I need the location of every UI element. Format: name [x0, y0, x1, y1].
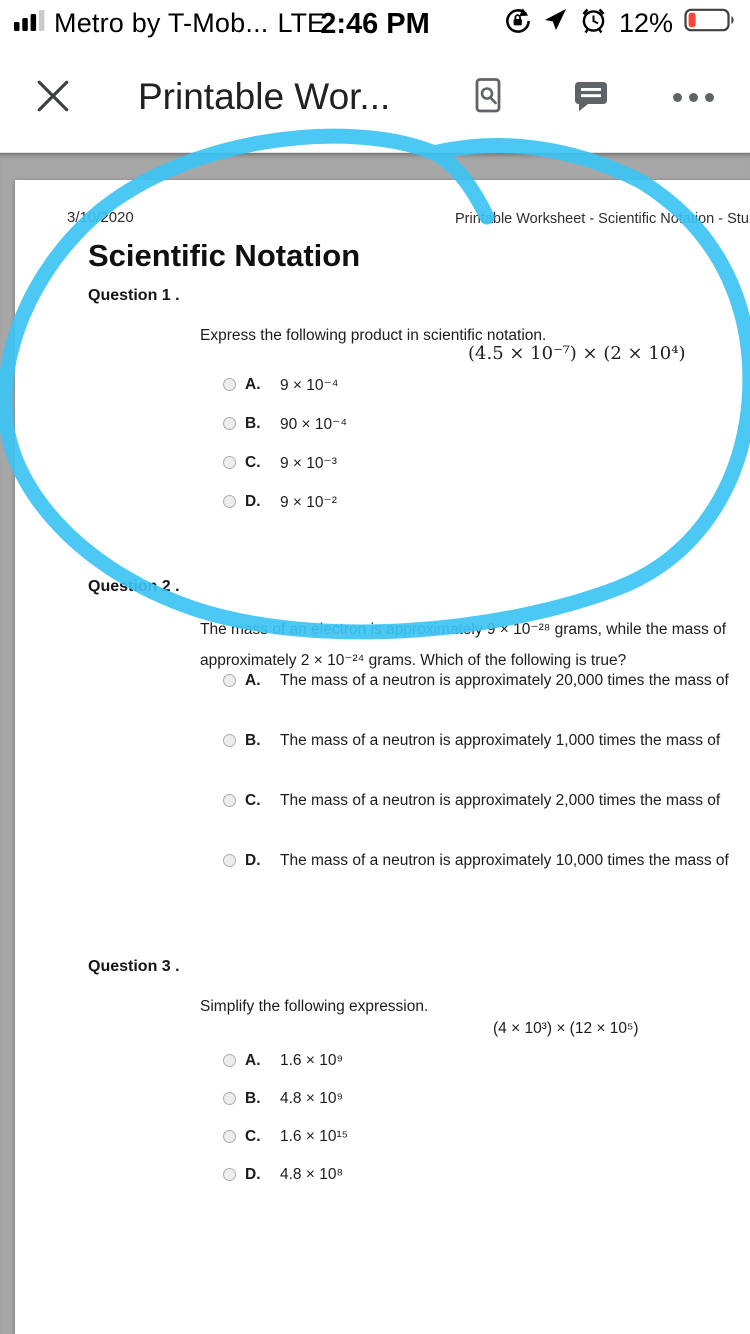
answer-option: [223, 1166, 348, 1184]
radio-button[interactable]: [223, 417, 236, 430]
radio-button[interactable]: [223, 734, 236, 747]
cellular-signal-icon: [14, 8, 45, 39]
question-3-options: [223, 1052, 348, 1204]
worksheet-header-right: Printable Worksheet - Scientific Notation - Stu: [455, 211, 749, 227]
comment-icon: [570, 77, 611, 118]
radio-button[interactable]: [223, 1168, 236, 1181]
option-text: 1.6 × 10⁹: [280, 1052, 344, 1069]
option-letter: B.: [245, 415, 261, 432]
answer-option: [223, 852, 729, 870]
question-1-prompt: Express the following product in scientific notation.: [200, 327, 547, 344]
question-2-label: Question 2 .: [88, 578, 180, 595]
option-text: The mass of a neutron is approximately 10,000 times the mass of: [280, 852, 729, 869]
radio-button[interactable]: [223, 1054, 236, 1067]
question-3-prompt: Simplify the following expression.: [200, 998, 429, 1015]
option-text: 4.8 × 10⁹: [280, 1090, 344, 1107]
document-viewer[interactable]: [0, 153, 750, 1334]
comments-button[interactable]: [570, 77, 611, 118]
question-2-prompt-line-2: approximately 2 × 10⁻²⁴ grams. Which of the following is true?: [200, 652, 627, 669]
option-text: 4.8 × 10⁸: [280, 1166, 343, 1183]
option-letter: C.: [245, 792, 261, 809]
question-1-label: Question 1 .: [88, 287, 180, 304]
find-in-document-icon: [468, 75, 508, 120]
option-letter: A.: [245, 1052, 261, 1069]
question-3-label: Question 3 .: [88, 958, 180, 975]
option-text: The mass of a neutron is approximately 20,000 times the mass of: [280, 672, 729, 689]
radio-button[interactable]: [223, 456, 236, 469]
answer-option: [223, 732, 729, 750]
option-letter: A.: [245, 672, 261, 689]
clock-label: 2:46 PM: [320, 8, 430, 40]
option-text: The mass of a neutron is approximately 2,000 times the mass of: [280, 792, 721, 809]
option-letter: D.: [245, 852, 261, 869]
option-text: 9 × 10⁻³: [280, 455, 337, 472]
option-letter: D.: [245, 493, 261, 510]
question-3-expression: (4 × 10³) × (12 × 10⁵): [493, 1020, 639, 1037]
radio-button[interactable]: [223, 794, 236, 807]
status-bar: [0, 0, 750, 42]
find-in-document-button[interactable]: [468, 75, 508, 120]
option-letter: B.: [245, 1090, 261, 1107]
close-button[interactable]: [34, 77, 72, 118]
option-letter: D.: [245, 1166, 261, 1183]
more-options-icon: [673, 87, 714, 108]
document-title: Printable Wor...: [138, 76, 391, 117]
radio-button[interactable]: [223, 1130, 236, 1143]
rotation-lock-icon: [503, 6, 532, 41]
carrier-label: Metro by T-Mob...: [54, 7, 269, 38]
answer-option: [223, 1052, 348, 1070]
network-type-label: LTE: [277, 7, 325, 38]
viewer-toolbar: [0, 42, 750, 153]
toolbar-actions: [468, 75, 714, 120]
answer-option: [223, 415, 347, 434]
battery-icon: [684, 8, 736, 39]
battery-percent-label: 12%: [618, 7, 673, 38]
answer-option: [223, 1090, 348, 1108]
answer-option: [223, 1128, 348, 1146]
answer-option: [223, 672, 729, 690]
option-text: The mass of a neutron is approximately 1,000 times the mass of: [280, 732, 721, 749]
radio-button[interactable]: [223, 495, 236, 508]
question-1-options: [223, 376, 347, 532]
worksheet-page: [15, 180, 750, 1334]
question-2-prompt-line-1: The mass of an electron is approximately 9 × 10⁻²⁸ grams, while the mass of: [200, 621, 727, 638]
question-1-expression: (4.5 × 10⁻⁷) × (2 × 10⁴): [468, 343, 686, 364]
option-text: 9 × 10⁻²: [280, 494, 337, 511]
worksheet-date: 3/10/2020: [67, 209, 134, 226]
option-letter: C.: [245, 1128, 261, 1145]
status-bar-right: [503, 6, 736, 41]
location-arrow-icon: [543, 7, 568, 39]
option-text: 90 × 10⁻⁴: [280, 416, 347, 433]
radio-button[interactable]: [223, 378, 236, 391]
radio-button[interactable]: [223, 854, 236, 867]
close-icon: [34, 77, 72, 118]
more-options-button[interactable]: [673, 87, 714, 108]
answer-option: [223, 376, 347, 395]
status-bar-left: [14, 8, 325, 39]
option-letter: A.: [245, 376, 261, 393]
worksheet-title: Scientific Notation: [88, 238, 361, 273]
answer-option: [223, 493, 347, 512]
question-2-options: [223, 672, 729, 912]
option-text: 1.6 × 10¹⁵: [280, 1128, 349, 1145]
option-letter: B.: [245, 732, 261, 749]
option-text: 9 × 10⁻⁴: [280, 377, 339, 394]
option-letter: C.: [245, 454, 261, 471]
radio-button[interactable]: [223, 1092, 236, 1105]
alarm-clock-icon: [579, 6, 608, 41]
radio-button[interactable]: [223, 674, 236, 687]
answer-option: [223, 454, 347, 473]
answer-option: [223, 792, 729, 810]
